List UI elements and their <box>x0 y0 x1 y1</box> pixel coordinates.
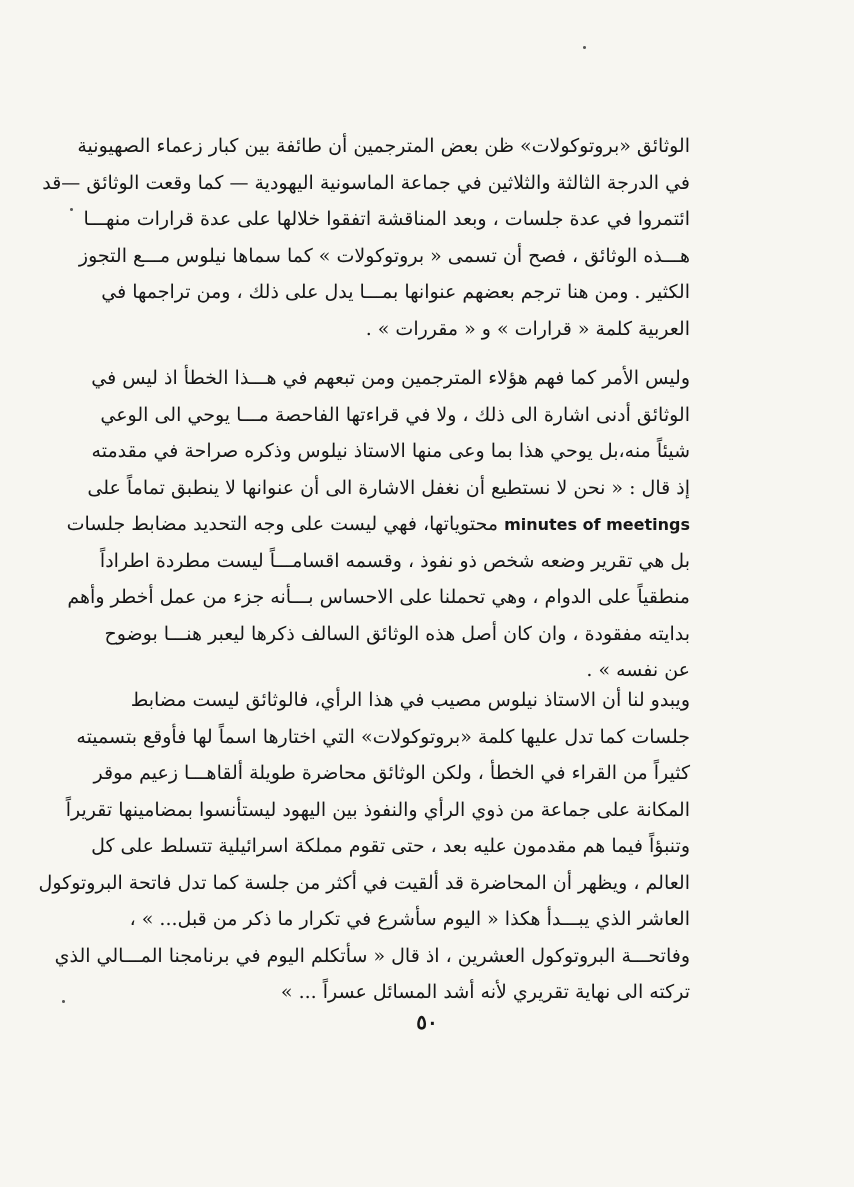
text-line: العربية كلمة « قرارات » و « مقررات » . <box>365 317 690 340</box>
text-line: تركته الى نهاية تقريري لأنه أشد المسائل عسراً ... » <box>280 981 690 1003</box>
text-line: الوثائق «بروتوكولات» ظن بعض المترجمين أن طائفة بين كبار زعماء الصهيونية <box>77 135 690 157</box>
text-line: ويبدو لنا أن الاستاذ نيلوس مصيب في هذا الرأي، فالوثائق ليست مضابط <box>130 689 690 711</box>
latin-phrase: minutes of meetings <box>504 515 690 534</box>
text-line: في الدرجة الثالثة والثلاثين في جماعة الماسونية اليهودية — كما وقعت الوثائق —قد <box>42 171 690 194</box>
scan-speck <box>62 1000 65 1003</box>
text-line: كثيراً من القراء في الخطأ ، ولكن الوثائق محاضرة طويلة ألقاهـــا زعيم موقر <box>93 762 690 784</box>
text-line: وليس الأمر كما فهم هؤلاء المترجمين ومن تبعهم في هـــذا الخطأ اذ ليس في <box>91 367 690 389</box>
text-line: الكثير . ومن هنا ترجم بعضهم عنوانها بمـــا يدل على ذلك ، ومن تراجمها في <box>101 281 690 303</box>
text-line: شيئاً منه،بل يوحي هذا بما وعى منها الاستاذ نيلوس وذكره صراحة في مقدمته <box>91 440 690 462</box>
text-line-with-latin <box>66 506 690 543</box>
text-line: عن نفسه » . <box>586 659 690 681</box>
text-line: بل هي تقرير وضعه شخص ذو نفوذ ، وقسمه اقسامـــاً ليست مطردة اطراداً <box>99 549 690 572</box>
text-line: ائتمروا في عدة جلسات ، وبعد المناقشة اتفقوا خلالها على عدة قرارات منهـــا <box>83 208 690 230</box>
scan-speck <box>583 46 586 49</box>
text-line: بدايته مفقودة ، وان كان أصل هذه الوثائق السالف ذكرها ليعبر هنـــا بوضوح <box>104 622 690 645</box>
text-line: منطقياً على الدوام ، وهي تحملنا على الاحساس بـــأنه جزء من عمل أخطر وأهم <box>67 586 690 608</box>
text-line: وتنبؤاً فيما هم مقدمون عليه بعد ، حتى تقوم مملكة اسرائيلية تتسلط على كل <box>91 835 690 857</box>
paragraph-3 <box>38 682 690 1011</box>
text-line: الوثائق أدنى اشارة الى ذلك ، ولا في قراءتها الفاحصة مـــا يوحي الى الوعي <box>100 403 690 426</box>
paragraph-2 <box>66 360 690 689</box>
text-line-arabic: محتوياتها، فهي ليست على وجه التحديد مضابط جلسات <box>66 513 499 535</box>
paragraph-1 <box>42 128 690 347</box>
text-line: هـــذه الوثائق ، فصح أن تسمى « بروتوكولات » كما سماها نيلوس مـــع التجوز <box>78 244 690 267</box>
text-line: إذ قال : « نحن لا نستطيع أن نغفل الاشارة الى أن عنوانها لا ينطبق تماماً على <box>87 476 690 499</box>
text-line: العاشر الذي يبـــدأ هكذا « اليوم سأشرع في تكرار ما ذكر من قبل... » ، <box>129 908 690 930</box>
text-line: جلسات كما تدل عليها كلمة «بروتوكولات» التي اختارها اسماً لها فأوقع بتسميته <box>76 725 690 748</box>
text-line: العالم ، ويظهر أن المحاضرة قد ألقيت في أكثر من جلسة كما تدل فاتحة البروتوكول <box>38 871 690 894</box>
text-line: وفاتحـــة البروتوكول العشرين ، اذ قال « سأتكلم اليوم في برنامجنا المـــالي الذي <box>54 944 690 967</box>
scan-speck <box>70 208 73 211</box>
text-line: المكانة على جماعة من ذوي الرأي والنفوذ بين اليهود ليستأنسوا بمضامينها تقريراً <box>65 798 690 821</box>
page-number: ٥٠ <box>416 1010 438 1034</box>
